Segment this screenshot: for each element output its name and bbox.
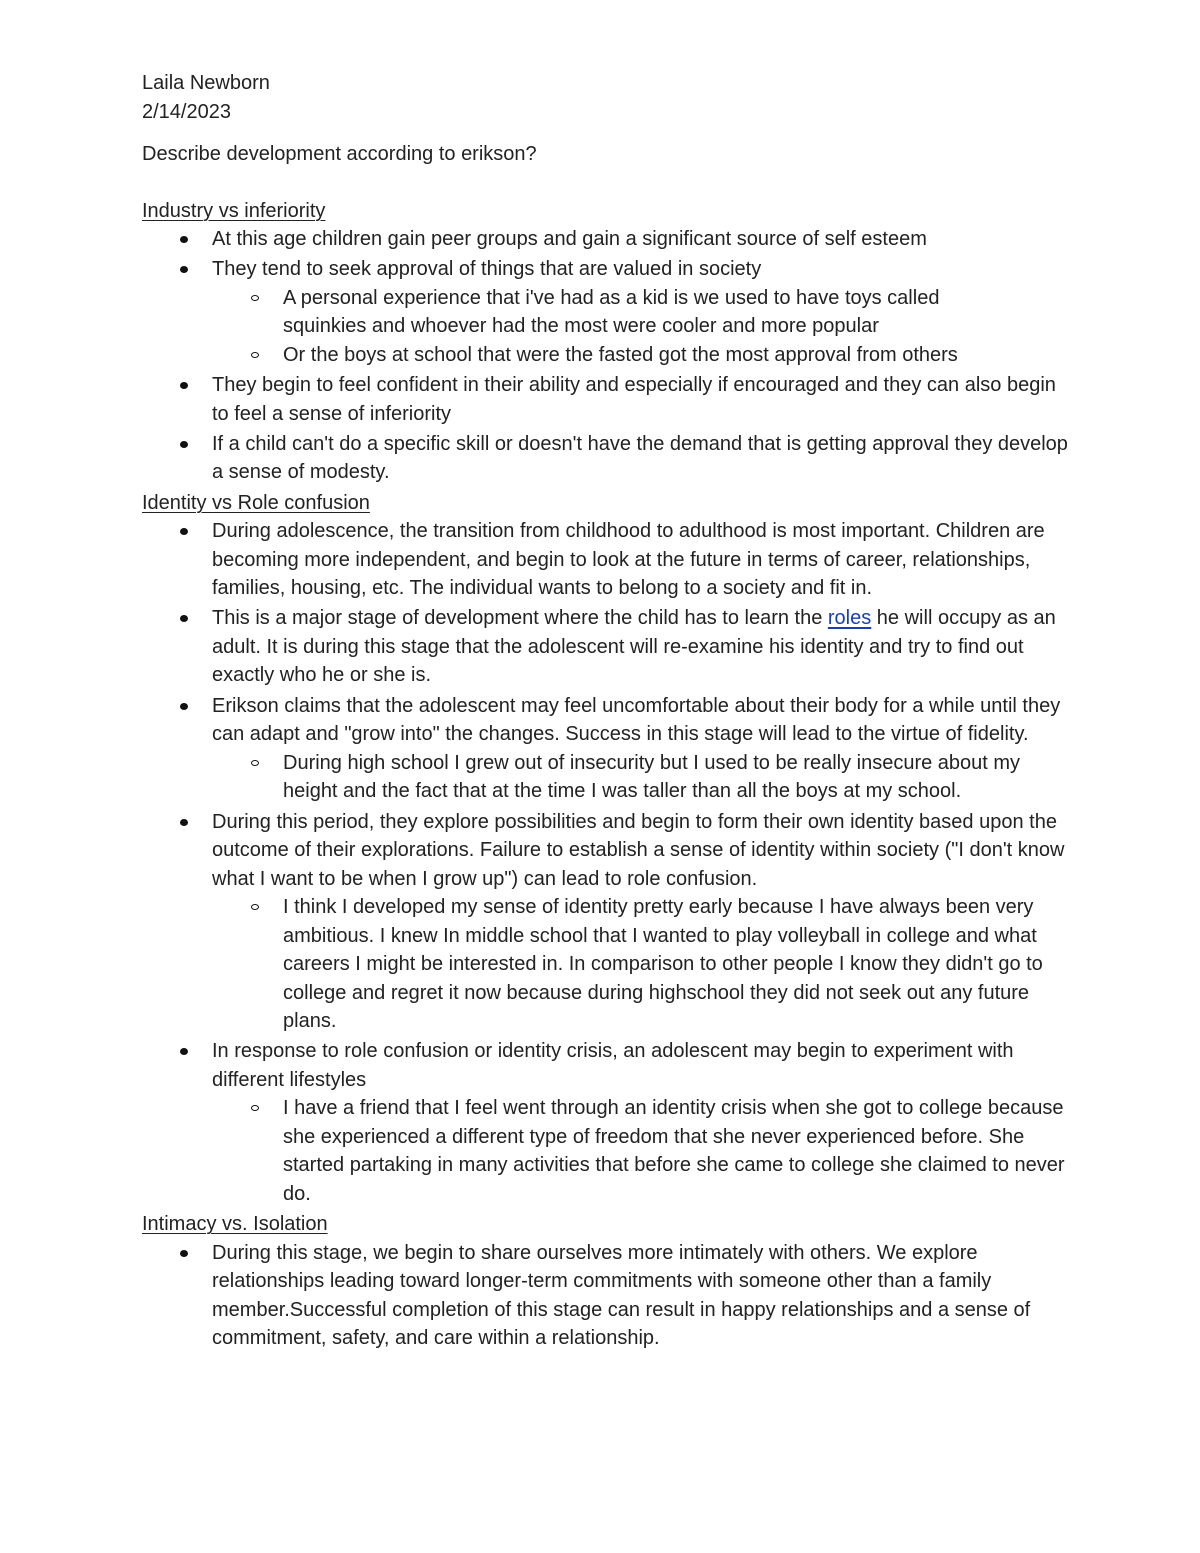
- list-item: At this age children gain peer groups and gain a significant source of self esteem: [142, 225, 1072, 254]
- roles-link[interactable]: roles: [827, 607, 872, 630]
- document-date: 2/14/2023: [142, 100, 231, 123]
- hollow-bullet-icon: [251, 904, 259, 910]
- bullet-icon: [180, 1048, 188, 1055]
- hollow-bullet-icon: [251, 295, 259, 301]
- section-industry-vs-inferiority: [142, 197, 1072, 487]
- document-page: [142, 69, 1072, 1354]
- hollow-bullet-icon: [251, 1105, 259, 1111]
- sub-list-item: I have a friend that I feel went through an identity crisis when she got to college because she experienced a different type of freedom that she never experienced before. She started partaking in many activities that before she came to college she claimed to never do.: [142, 1094, 1072, 1208]
- sub-list-item: During high school I grew out of insecurity but I used to be really insecure about my height and the fact that at the time I was taller than all the boys at my school.: [142, 749, 1072, 806]
- sub-list-item: Or the boys at school that were the fasted got the most approval from others: [142, 341, 1072, 370]
- list-item: This is a major stage of development where the child has to learn the roles he will occupy as an adult. It is during this stage that the adolescent will re-examine his identity and try to find out exactly who he or she is.: [142, 604, 1072, 690]
- document-prompt: Describe development according to erikson?: [142, 143, 537, 165]
- hollow-bullet-icon: [251, 352, 259, 358]
- section-heading: Industry vs inferiority: [142, 199, 326, 222]
- list-item: During this period, they explore possibilities and begin to form their own identity based upon the outcome of their explorations. Failure to establish a sense of identity within society ("I don't know what I want to be when I grow up") can lead to role confusion. I think I developed my sense of identity pretty early because I have always been very ambitious. I knew In middle school that I wanted to play volleyball in college and what careers I might be interested in. In comparison to other people I know they didn't go to college and regret it now because during highschool they did not seek out any future plans.: [142, 808, 1072, 1036]
- list-item: Erikson claims that the adolescent may feel uncomfortable about their body for a while until they can adapt and "grow into" the changes. Success in this stage will lead to the virtue of fidelity. During high school I grew out of insecurity but I used to be really insecure about my height and the fact that at the time I was taller than all the boys at my school.: [142, 692, 1072, 806]
- section-identity-vs-role-confusion: [142, 489, 1072, 1209]
- section-heading: Intimacy vs. Isolation: [142, 1213, 328, 1236]
- author-name: Laila Newborn: [142, 72, 270, 94]
- list-item: During this stage, we begin to share ourselves more intimately with others. We explore relationships leading toward longer-term commitments with someone other than a family member.Successful completion of this stage can result in happy relationships and a sense of commitment, safety, and care within a relationship.: [142, 1239, 1072, 1353]
- bullet-icon: [180, 236, 188, 243]
- list-item: They tend to seek approval of things that are valued in society A personal experience that i've had as a kid is we used to have toys called squinkies and whoever had the most were cooler and more popular Or the boys at school that were the fasted got the most approval from others: [142, 255, 1072, 369]
- bullet-icon: [180, 1250, 188, 1257]
- bullet-icon: [180, 266, 188, 273]
- bullet-icon: [180, 703, 188, 710]
- sub-list-item: A personal experience that i've had as a kid is we used to have toys called squinkies and whoever had the most were cooler and more popular: [142, 284, 1072, 341]
- bullet-icon: [180, 615, 188, 622]
- bullet-icon: [180, 441, 188, 448]
- bullet-icon: [180, 528, 188, 535]
- hollow-bullet-icon: [251, 760, 259, 766]
- section-intimacy-vs-isolation: [142, 1210, 1072, 1353]
- sub-list-item: I think I developed my sense of identity pretty early because I have always been very ambitious. I knew In middle school that I wanted to play volleyball in college and what careers I might be interested in. In comparison to other people I know they didn't go to college and regret it now because during highschool they did not seek out any future plans.: [142, 893, 1072, 1036]
- section-heading: Identity vs Role confusion: [142, 491, 370, 514]
- bullet-icon: [180, 819, 188, 826]
- bullet-icon: [180, 382, 188, 389]
- list-item: During adolescence, the transition from childhood to adulthood is most important. Children are becoming more independent, and begin to look at the future in terms of career, relationships, families, housing, etc. The individual wants to belong to a society and fit in.: [142, 517, 1072, 603]
- list-item: In response to role confusion or identity crisis, an adolescent may begin to experiment with different lifestyles I have a friend that I feel went through an identity crisis when she got to college because she experienced a different type of freedom that she never experienced before. She started partaking in many activities that before she came to college she claimed to never do.: [142, 1037, 1072, 1208]
- list-item: They begin to feel confident in their ability and especially if encouraged and they can also begin to feel a sense of inferiority: [142, 371, 1072, 428]
- list-item: If a child can't do a specific skill or doesn't have the demand that is getting approval they develop a sense of modesty.: [142, 430, 1072, 487]
